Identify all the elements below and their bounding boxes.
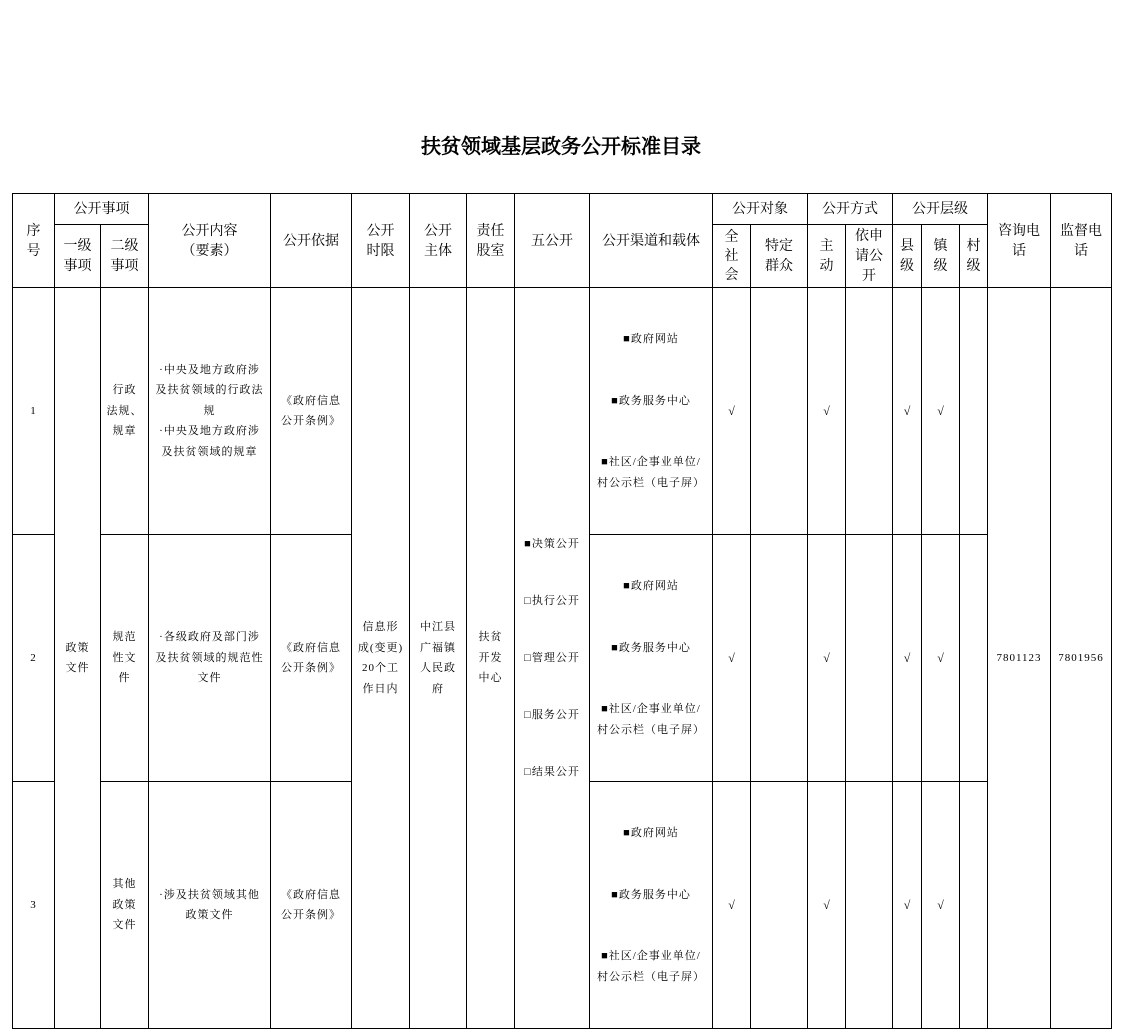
header-level-village: 村 级 bbox=[960, 225, 988, 288]
channel-item: ■社区/企事业单位/ 村公示栏（电子屏） bbox=[597, 456, 705, 489]
level-county-check: √ bbox=[893, 535, 922, 782]
header-basis: 公开依据 bbox=[271, 194, 352, 288]
five-public-list bbox=[515, 288, 590, 1029]
channel-item: ■政府网站 bbox=[623, 333, 679, 345]
channel-item: ■政务服务中心 bbox=[611, 888, 691, 901]
five-public-item: ■决策公开 bbox=[524, 538, 580, 550]
header-channels: 公开渠道和载体 bbox=[590, 194, 713, 288]
disclosure-catalog-table bbox=[12, 193, 1112, 1029]
level-town-check: √ bbox=[922, 535, 960, 782]
method-active-check: √ bbox=[808, 535, 846, 782]
channel-list bbox=[590, 288, 713, 535]
document-title: 扶贫领域基层政务公开标准目录 bbox=[421, 134, 701, 158]
header-dept: 责任 股室 bbox=[467, 194, 515, 288]
channel-item: ■社区/企事业单位/ 村公示栏（电子屏） bbox=[597, 703, 705, 736]
header-level-town: 镇 级 bbox=[922, 225, 960, 288]
method-active-check: √ bbox=[808, 288, 846, 535]
channel-item: ■政务服务中心 bbox=[611, 641, 691, 654]
audience-all-check: √ bbox=[713, 782, 751, 1029]
header-method-request: 依申 请公 开 bbox=[846, 225, 893, 288]
level-village-cell bbox=[960, 535, 988, 782]
disclosure-basis: 《政府信息 公开条例》 bbox=[271, 535, 352, 782]
table-body bbox=[13, 194, 1112, 1029]
level2-item: 其他 政策 文件 bbox=[101, 782, 149, 1029]
header-five-public: 五公开 bbox=[515, 194, 590, 288]
level-county-check: √ bbox=[893, 782, 922, 1029]
row-seq: 2 bbox=[13, 535, 55, 782]
header-method-active: 主 动 bbox=[808, 225, 846, 288]
level2-item: 规范 性文 件 bbox=[101, 535, 149, 782]
audience-specific-cell bbox=[751, 535, 808, 782]
header-level1: 一级 事项 bbox=[55, 225, 101, 288]
header-method: 公开方式 bbox=[808, 194, 893, 225]
row-seq: 1 bbox=[13, 288, 55, 535]
responsible-dept: 扶贫 开发 中心 bbox=[467, 288, 515, 1029]
disclosure-content: ·各级政府及部门涉 及扶贫领域的规范性 文件 bbox=[149, 535, 271, 782]
consult-phone: 7801123 bbox=[988, 288, 1051, 1029]
header-subject: 公开 主体 bbox=[410, 194, 467, 288]
method-request-cell bbox=[846, 782, 893, 1029]
audience-all-check: √ bbox=[713, 535, 751, 782]
audience-specific-cell bbox=[751, 782, 808, 1029]
header-matters: 公开事项 bbox=[55, 194, 149, 225]
level1-item: 政策 文件 bbox=[55, 288, 101, 1029]
audience-all-check: √ bbox=[713, 288, 751, 535]
time-limit: 信息形 成(变更) 20个工 作日内 bbox=[352, 288, 410, 1029]
header-row-top bbox=[13, 194, 1112, 225]
header-level2: 二级 事项 bbox=[101, 225, 149, 288]
method-request-cell bbox=[846, 535, 893, 782]
level-town-check: √ bbox=[922, 782, 960, 1029]
channel-item: ■政务服务中心 bbox=[611, 394, 691, 407]
five-public-item: □服务公开 bbox=[524, 709, 580, 721]
five-public-item: □执行公开 bbox=[524, 595, 580, 607]
level-county-check: √ bbox=[893, 288, 922, 535]
disclosure-basis: 《政府信息 公开条例》 bbox=[271, 782, 352, 1029]
disclosure-content: ·涉及扶贫领域其他 政策文件 bbox=[149, 782, 271, 1029]
header-seq: 序 号 bbox=[13, 194, 55, 288]
header-level: 公开层级 bbox=[893, 194, 988, 225]
header-content: 公开内容 （要素） bbox=[149, 194, 271, 288]
disclosure-content: ·中央及地方政府涉 及扶贫领域的行政法 规 ·中央及地方政府涉 及扶贫领域的规章 bbox=[149, 288, 271, 535]
five-public-item: □管理公开 bbox=[524, 652, 580, 664]
header-audience: 公开对象 bbox=[713, 194, 808, 225]
header-level-county: 县 级 bbox=[893, 225, 922, 288]
level-town-check: √ bbox=[922, 288, 960, 535]
level2-item: 行政 法规、 规章 bbox=[101, 288, 149, 535]
five-public-item: □结果公开 bbox=[524, 766, 580, 778]
channel-item: ■政府网站 bbox=[623, 827, 679, 839]
method-request-cell bbox=[846, 288, 893, 535]
header-audience-specific: 特定 群众 bbox=[751, 225, 808, 288]
channel-item: ■政府网站 bbox=[623, 580, 679, 592]
audience-specific-cell bbox=[751, 288, 808, 535]
level-village-cell bbox=[960, 782, 988, 1029]
channel-list bbox=[590, 535, 713, 782]
table-row bbox=[13, 288, 1112, 535]
header-consult-phone: 咨询电 话 bbox=[988, 194, 1051, 288]
header-time-limit: 公开 时限 bbox=[352, 194, 410, 288]
row-seq: 3 bbox=[13, 782, 55, 1029]
level-village-cell bbox=[960, 288, 988, 535]
header-supervise-phone: 监督电 话 bbox=[1051, 194, 1112, 288]
channel-list bbox=[590, 782, 713, 1029]
method-active-check: √ bbox=[808, 782, 846, 1029]
disclosure-subject: 中江县 广福镇 人民政 府 bbox=[410, 288, 467, 1029]
header-audience-all: 全 社 会 bbox=[713, 225, 751, 288]
disclosure-basis: 《政府信息 公开条例》 bbox=[271, 288, 352, 535]
channel-item: ■社区/企事业单位/ 村公示栏（电子屏） bbox=[597, 950, 705, 983]
supervise-phone: 7801956 bbox=[1051, 288, 1112, 1029]
